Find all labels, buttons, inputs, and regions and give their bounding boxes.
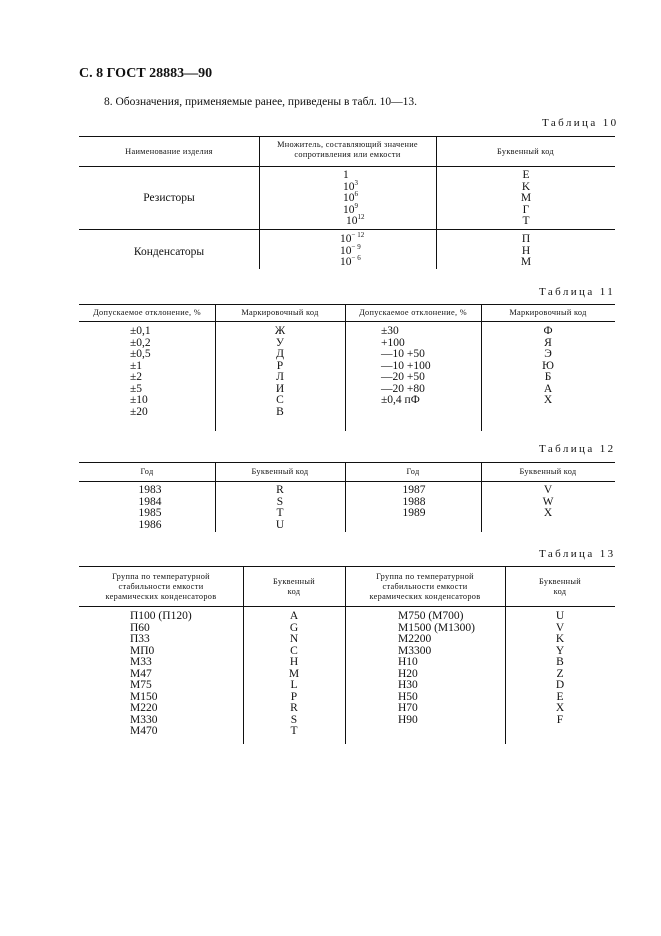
- multiplier-cell: $10^{- 6}$: [340, 254, 361, 268]
- table10-resistor-codes: E K M Г T: [520, 169, 532, 227]
- table10-capacitor-codes: П Н М: [520, 233, 532, 268]
- multiplier-cell: $10^6$: [343, 190, 358, 204]
- table10-top-rule: [79, 136, 615, 137]
- table11-tolerance-column-2: ±30 +100 —10 +50 —10 +100 —20 +50 —20 +80 ±0,4 пФ: [381, 325, 431, 406]
- table12-top-rule: [79, 462, 615, 463]
- table12-header-year-1: Год: [140, 467, 154, 476]
- table10-row-resistors-name: Резисторы: [143, 192, 195, 204]
- table13-header-code-1: Буквенный код: [273, 577, 315, 596]
- table11-code-column-2: Ф Я Э Ю Б А Х: [542, 325, 554, 406]
- table13-header-rule: [79, 606, 615, 607]
- table11-code-column-1: Ж У Д Р Л И С В: [274, 325, 286, 418]
- table13-header-group-2: Группа по температурной стабильности емкости керамических конденсаторов: [369, 572, 481, 601]
- table13-group-column-1: П100 (П120) П60 П33 МП0 М33 М47 М75 М150 М220 М330 М470: [130, 610, 192, 737]
- table11-tolerance-column-1: ±0,1 ±0,2 ±0,5 ±1 ±2 ±5 ±10 ±20: [130, 325, 151, 418]
- table12-year-column-2: 1987 1988 1989: [402, 484, 426, 519]
- page-header: С. 8 ГОСТ 28883—90: [79, 66, 213, 81]
- table10-header-multiplier: Множитель, составляющий значение сопротивления или емкости: [277, 140, 418, 159]
- table13-code-column-1: A G N C H M L P R S T: [288, 610, 300, 737]
- table11-header-rule: [79, 321, 615, 322]
- table12-header-year-2: Год: [406, 467, 420, 476]
- table11-divider-2: [345, 304, 346, 431]
- table12-year-column-1: 1983 1984 1985 1986: [138, 484, 162, 531]
- table13-header-group-1: Группа по температурной стабильности емкости керамических конденсаторов: [105, 572, 217, 601]
- table13-caption: Таблица 13: [539, 548, 616, 560]
- table11-divider-3: [481, 304, 482, 431]
- table11-header-tolerance-1: Допускаемое отклонение, %: [93, 308, 201, 317]
- table12-caption: Таблица 12: [539, 443, 616, 455]
- table11-header-tolerance-2: Допускаемое отклонение, %: [359, 308, 467, 317]
- multiplier-cell: 1: [343, 169, 349, 181]
- multiplier-cell: $10^3$: [343, 178, 358, 193]
- table12-header-code-2: Буквенный код: [519, 467, 577, 476]
- multiplier-cell: $10^{- 9}$: [340, 242, 361, 257]
- table13-header-code-2: Буквенный код: [539, 577, 581, 596]
- table11-divider-1: [215, 304, 216, 431]
- table10-header-name: Наименование изделия: [125, 147, 213, 156]
- table10-header-rule: [79, 166, 615, 167]
- multiplier-cell: $10^{12}$: [346, 213, 365, 227]
- table11-header-code-2: Маркировочный код: [509, 308, 587, 317]
- multiplier-cell: $10^9$: [343, 201, 358, 216]
- table13-top-rule: [79, 566, 615, 567]
- table13-code-column-2: U V K Y B Z D E X F: [555, 610, 565, 726]
- table10-capacitor-multipliers: [340, 231, 365, 269]
- table10-row-capacitors-name: Конденсаторы: [133, 246, 205, 258]
- table12-header-rule: [79, 481, 615, 482]
- table10-caption: Таблица 10: [542, 117, 619, 129]
- table11-header-code-1: Маркировочный код: [241, 308, 319, 317]
- table11-caption: Таблица 11: [539, 286, 616, 298]
- table12-code-column-1: R S T U: [275, 484, 285, 531]
- table10-header-code: Буквенный код: [497, 147, 554, 156]
- table10-resistor-multipliers: [343, 170, 365, 228]
- table13-group-column-2: M750 (M700) M1500 (M1300) M2200 M3300 H10 H20 H30 H50 H70 H90: [398, 610, 475, 726]
- table12-header-code-1: Буквенный код: [251, 467, 309, 476]
- intro-paragraph: 8. Обозначения, применяемые ранее, приведены в табл. 10—13.: [104, 96, 418, 108]
- multiplier-cell: $10^{- 12}$: [340, 231, 365, 245]
- table10-row-rule: [79, 229, 615, 230]
- table12-code-column-2: V W X: [542, 484, 554, 519]
- table11-top-rule: [79, 304, 615, 305]
